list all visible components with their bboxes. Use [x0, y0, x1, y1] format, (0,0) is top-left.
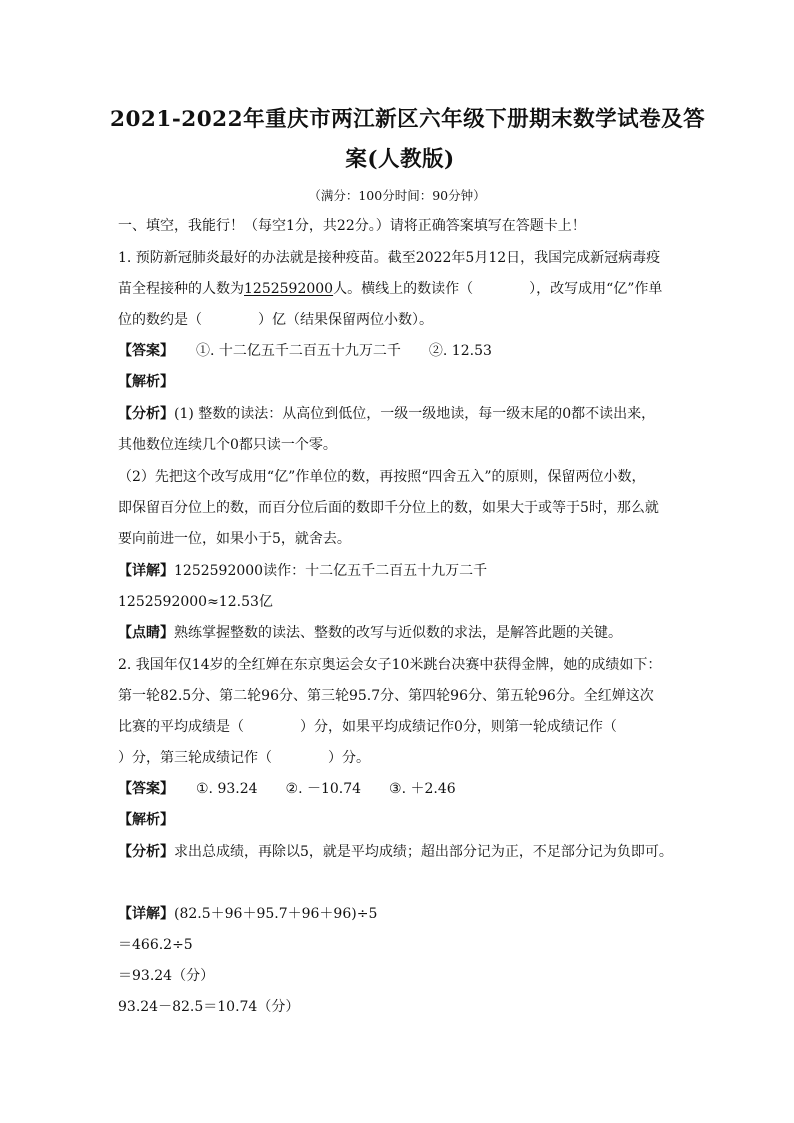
q2-fenxi-line-1 [118, 842, 673, 862]
q1-fenxi-line-2: 其他数位连续几个0都只读一个零。 [118, 437, 337, 453]
q2-detail-line-4: 93.24－82.5＝10.74（分） [118, 999, 300, 1015]
q2-analysis-label: 【解析】 [118, 812, 174, 828]
q2-text-line-2: 第一轮82.5分、第二轮96分、第三轮95.7分、第四轮96分、第五轮96分。全红婵这次 [118, 688, 654, 704]
q1-detail-label: 【详解】 [118, 563, 174, 579]
q1-answer-label: 【答案】 [118, 343, 174, 359]
q1-note [118, 623, 622, 643]
page-title-line-1: 2021-2022年重庆市两江新区六年级下册期末数学试卷及答 [110, 107, 706, 132]
q1-fenxi-line-4: 即保留百分位上的数，而百分位后面的数即千分位上的数，如果大于或等于5时，那么就 [118, 500, 659, 516]
page-title-line-2: 案(人教版) [345, 147, 455, 172]
q1-fenxi-text-1: (1) 整数的读法：从高位到低位，一级一级地读，每一级末尾的0都不读出来， [174, 406, 656, 422]
q1-fenxi-line-5: 要向前进一位，如果小于5，就舍去。 [118, 531, 351, 547]
q1-answer-text: ①. 十二亿五千二百五十九万二千 ②. 12.53 [196, 343, 492, 359]
q1-text-line-3: 位的数约是（ ）亿（结果保留两位小数）。 [118, 312, 433, 328]
q2-answer [118, 779, 456, 799]
q2-detail-line-1 [118, 904, 377, 924]
q2-answer-label: 【答案】 [118, 781, 174, 797]
q2-fenxi-text-1: 求出总成绩，再除以5，就是平均成绩；超出部分记为正，不足部分记为负即可。 [174, 844, 673, 860]
q2-fenxi-label: 【分析】 [118, 844, 174, 860]
q1-answer [118, 341, 492, 361]
q1-text-line-2-post: 人。横线上的数读作（ ），改写成用“亿”作单 [333, 281, 663, 297]
q2-text-line-4: ）分，第三轮成绩记作（ ）分。 [118, 750, 370, 766]
exam-score-time: （满分：100分时间：90分钟） [308, 188, 486, 203]
q1-detail-text-1: 1252592000读作：十二亿五千二百五十九万二千 [174, 563, 488, 579]
q1-text-line-1: 1. 预防新冠肺炎最好的办法就是接种疫苗。截至2022年5月12日，我国完成新冠病毒疫 [118, 250, 661, 266]
q2-detail-line-3: ＝93.24（分） [118, 968, 215, 984]
q2-text-line-1: 2. 我国年仅14岁的全红婵在东京奥运会女子10米跳台决赛中获得金牌，她的成绩如下： [118, 657, 662, 673]
q1-underlined-number: 1252592000 [244, 281, 334, 297]
q2-detail-text-1: (82.5＋96＋95.7＋96＋96)÷5 [174, 906, 378, 922]
q1-detail-line-2: 1252592000≈12.53亿 [118, 594, 273, 610]
q1-fenxi-label: 【分析】 [118, 406, 174, 422]
q1-fenxi-line-1 [118, 404, 655, 424]
q2-detail-label: 【详解】 [118, 906, 174, 922]
q1-text-line-2-pre: 苗全程接种的人数为 [118, 281, 244, 297]
q1-analysis-label: 【解析】 [118, 374, 174, 390]
q1-fenxi-line-3: （2）先把这个改写成用“亿”作单位的数，再按照“四舍五入”的原则，保留两位小数， [118, 469, 646, 485]
section-heading-fill-blank: 一、填空，我能行！（每空1分，共22分。）请将正确答案填写在答题卡上！ [118, 218, 586, 234]
q2-answer-text: ①. 93.24 ②. －10.74 ③. ＋2.46 [196, 781, 456, 797]
q1-detail-line-1 [118, 561, 487, 581]
q2-text-line-3: 比赛的平均成绩是（ ）分，如果平均成绩记作0分，则第一轮成绩记作（ [118, 719, 617, 735]
q1-text-line-2 [118, 279, 662, 299]
q1-note-label: 【点睛】 [118, 625, 174, 641]
q1-note-text: 熟练掌握整数的读法、整数的改写与近似数的求法，是解答此题的关键。 [174, 625, 622, 641]
q2-detail-line-2: ＝466.2÷5 [118, 937, 193, 953]
